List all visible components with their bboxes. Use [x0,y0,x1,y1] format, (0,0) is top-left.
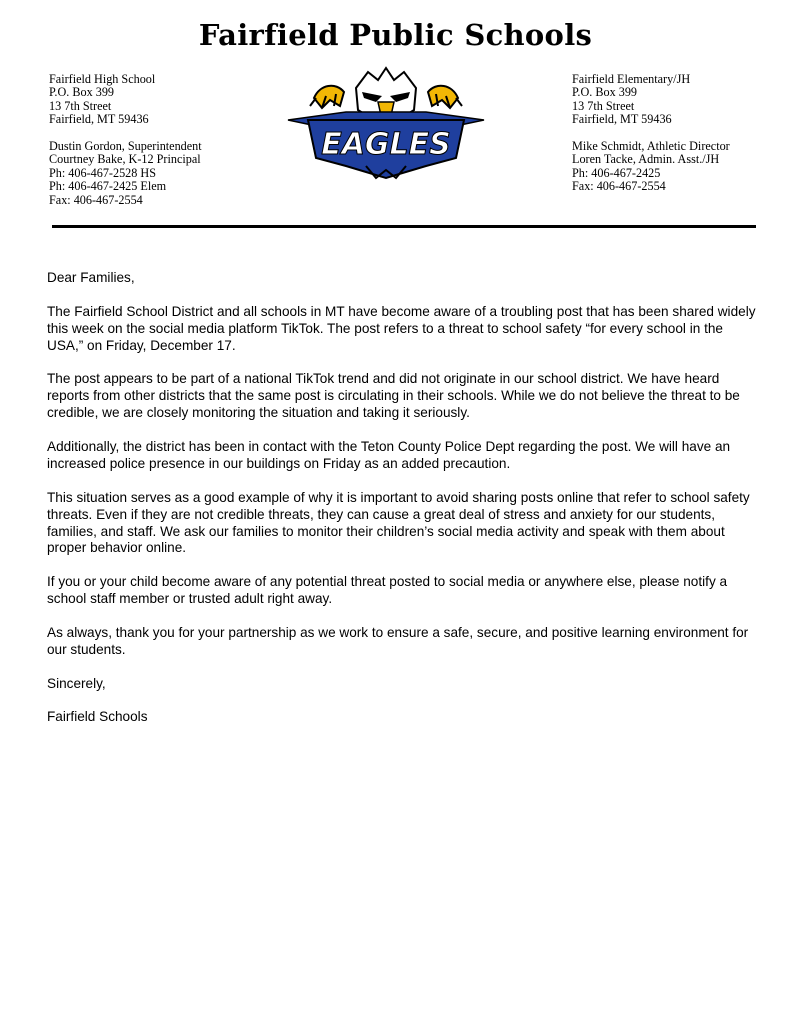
left-contact-line: Ph: 406-467-2425 Elem [49,179,167,194]
right-contact-line: Mike Schmidt, Athletic Director [572,139,730,154]
left-address-line: 13 7th Street [49,98,112,113]
letter-paragraph: Additionally, the district has been in contact with the Teton County Police Dept regarding the post. We will have an increased police presence in our buildings on Friday as an added precaution. [47,439,731,471]
right-address-line: 13 7th Street [572,98,635,113]
logo-text: EAGLES [321,127,451,162]
closing: Sincerely, [47,675,106,691]
letter-body [47,270,757,743]
left-address-block [49,73,202,207]
left-contact-line: Fax: 406-467-2554 [49,192,143,207]
right-address-line: Fairfield Elementary/JH [572,72,691,86]
letter-paragraph: The Fairfield School District and all schools in MT have become aware of a troubling post that has been shared widely this week on the social media platform TikTok. The post refers to a threat to school safety “for every school in the USA,” on Friday, December 17. [47,303,756,353]
left-address-line: Fairfield High School [49,72,156,86]
signature: Fairfield Schools [47,709,148,725]
left-contact-line: Ph: 406-467-2528 HS [49,165,156,180]
spacer [572,127,730,140]
left-address-line: P.O. Box 399 [49,85,115,100]
right-contact-line: Loren Tacke, Admin. Asst./JH [572,152,720,167]
right-contact-line: Fax: 406-467-2554 [572,179,666,194]
eagle-mascot-icon [286,66,486,186]
spacer [49,127,202,140]
right-contact-line: Ph: 406-467-2425 [572,165,661,180]
eagles-logo [286,66,486,186]
letter-paragraph: As always, thank you for your partnership as we work to ensure a safe, secure, and positive learning environment for our students. [47,624,749,657]
letter-paragraph: This situation serves as a good example of why it is important to avoid sharing posts online that refer to school safety threats. Even if they are not credible threats, they can cause a great deal of stress and anxiety for our students, families, and staff. We ask our families to monitor their children’s social media activity and speak with them about proper behavior online. [47,489,750,556]
right-address-block [572,73,730,194]
salutation: Dear Families, [47,270,135,285]
right-address-line: P.O. Box 399 [572,85,638,100]
left-contact-line: Courtney Bake, K-12 Principal [49,152,201,167]
left-address-line: Fairfield, MT 59436 [49,112,149,127]
letter-paragraph: The post appears to be part of a national TikTok trend and did not originate in our school district. We have heard reports from other districts that the same post is circulating in their schools. While we do not believe the threat to be credible, we are closely monitoring the situation and taking it seriously. [47,371,740,421]
letterhead-title: Fairfield Public Schools [198,18,593,52]
left-contact-line: Dustin Gordon, Superintendent [49,139,202,154]
right-address-line: Fairfield, MT 59436 [572,112,672,127]
header-divider [52,225,756,228]
letter-paragraph: If you or your child become aware of any potential threat posted to social media or anywhere else, please notify a school staff member or trusted adult right away. [47,574,728,607]
